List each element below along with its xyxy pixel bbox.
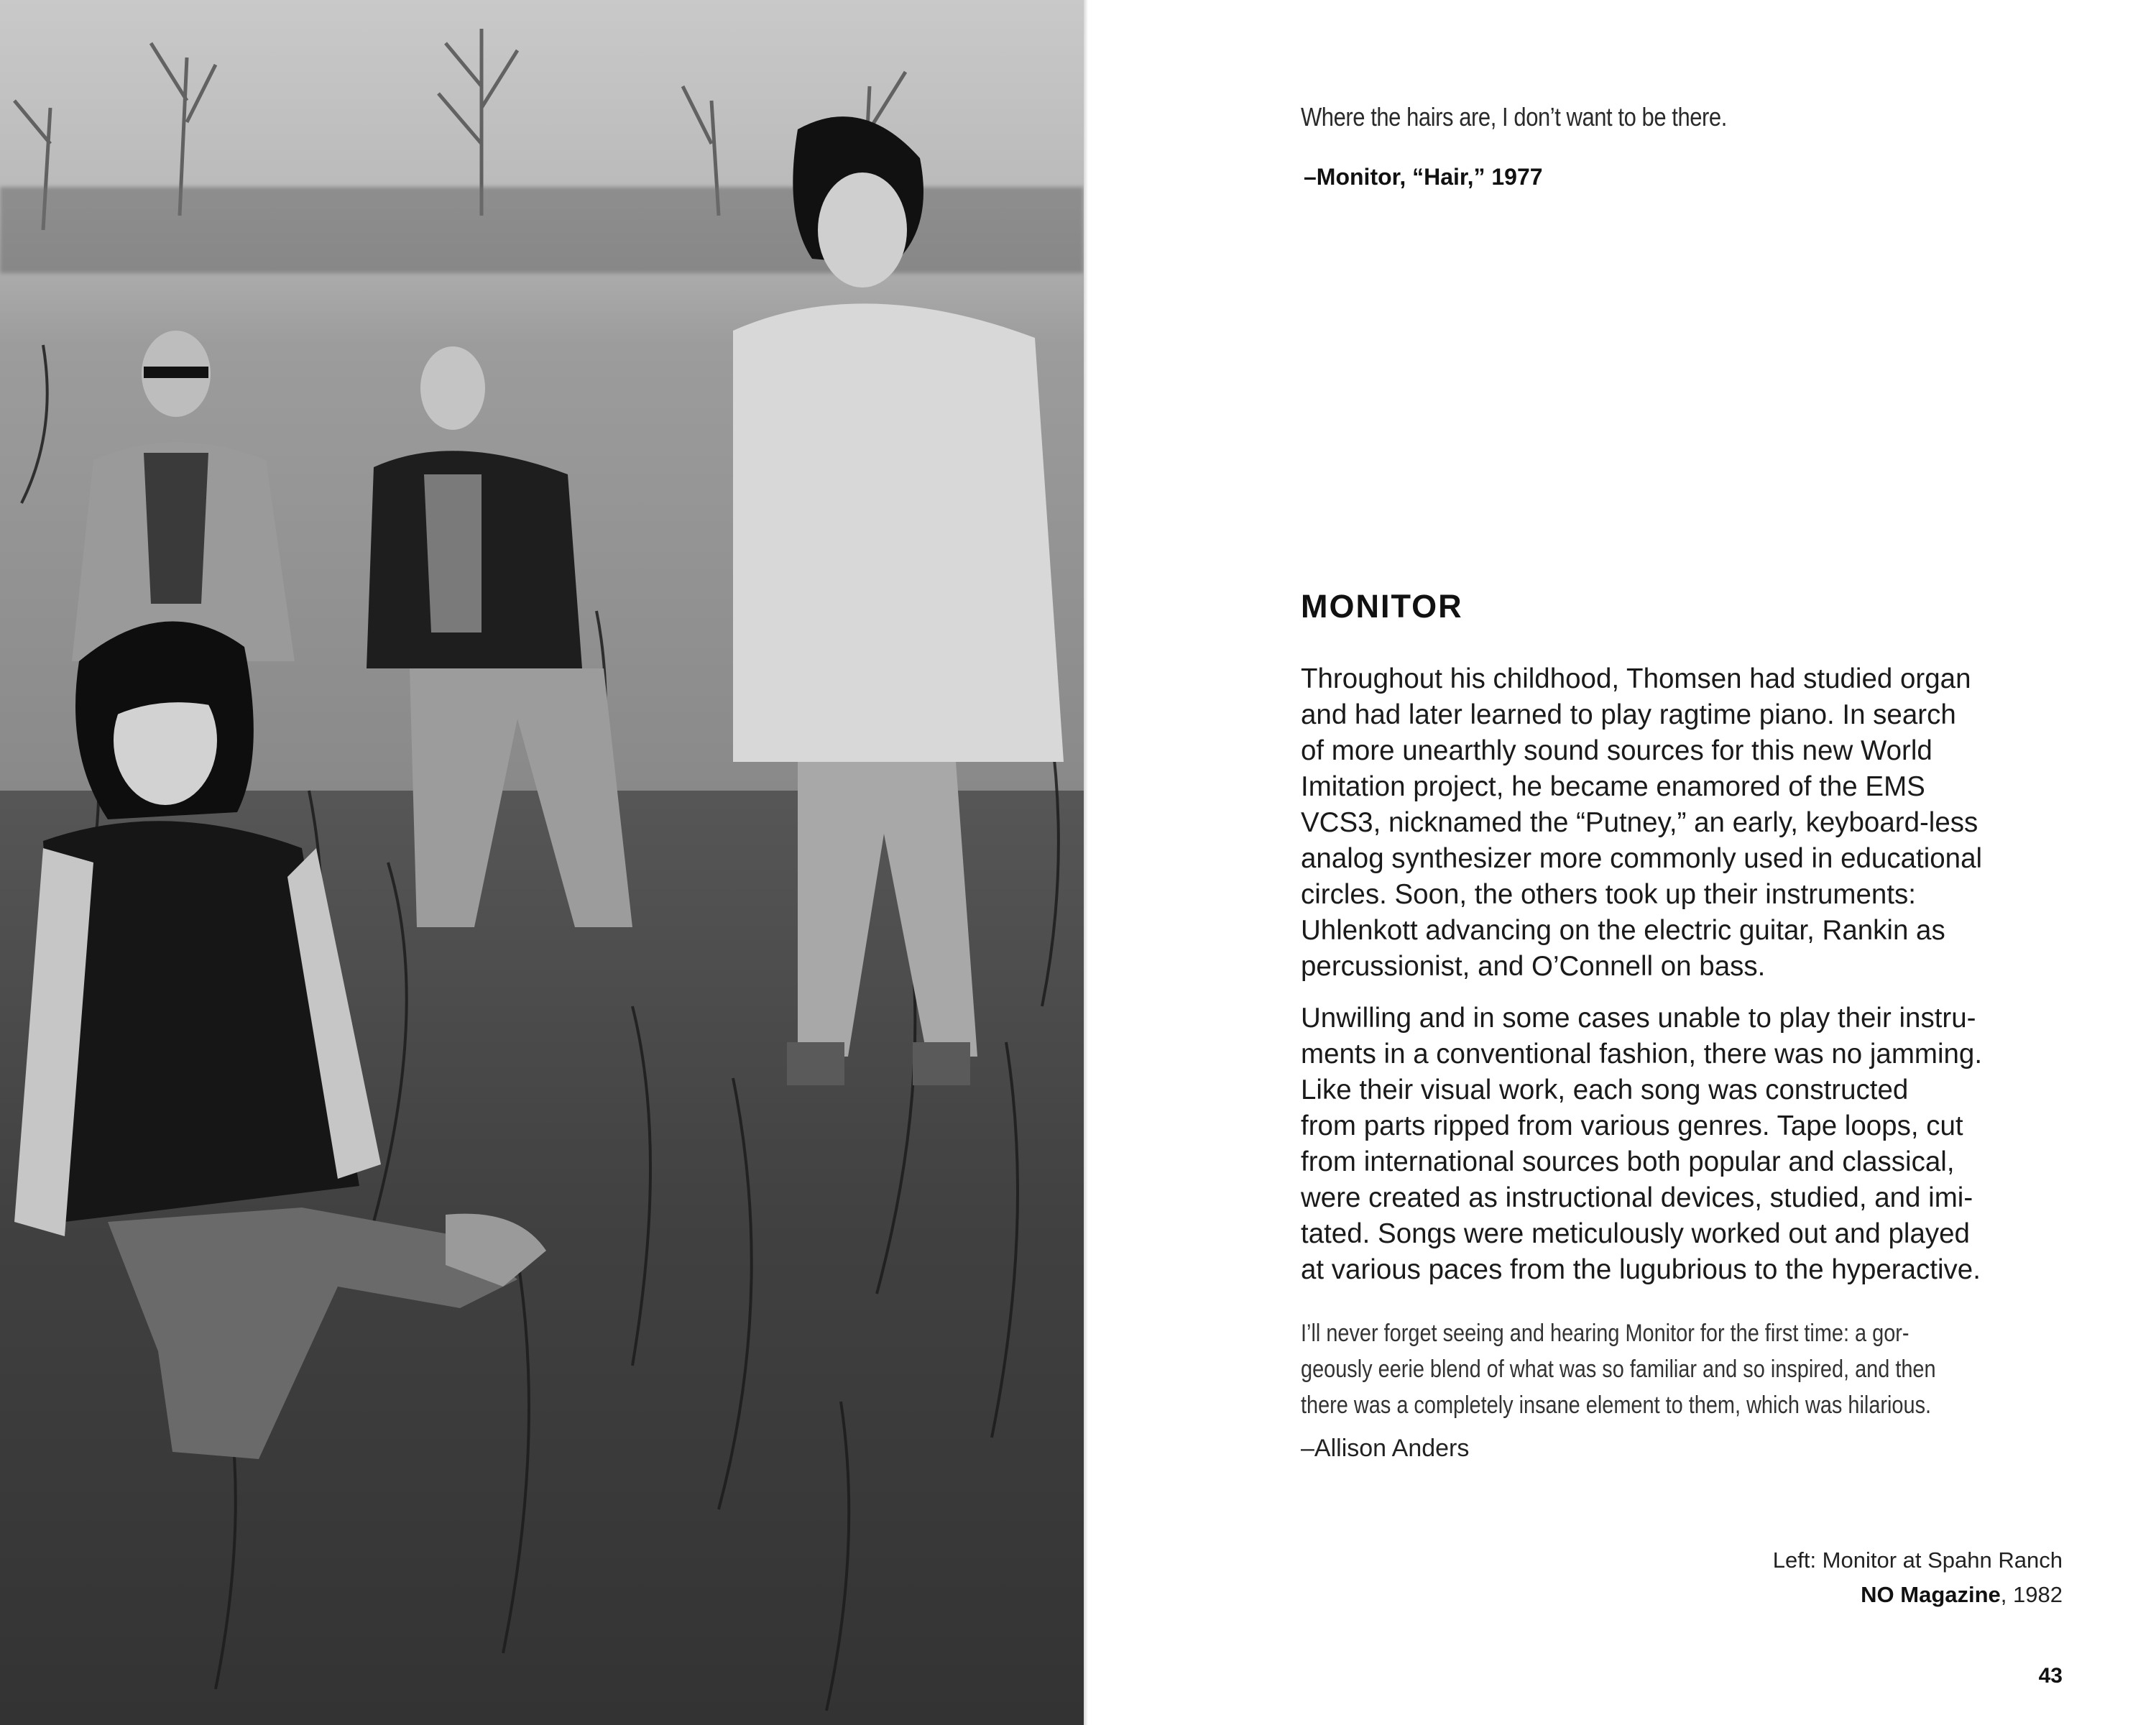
caption-line-1: Left: Monitor at Spahn Ranch bbox=[1772, 1547, 2063, 1573]
paragraph-line: were created as instructional devices, studied, and imi- bbox=[1301, 1182, 1973, 1213]
paragraph-line: from parts ripped from various genres. Tape loops, cut bbox=[1301, 1110, 1963, 1141]
pull-quote bbox=[1301, 1315, 1948, 1423]
paragraph-line: at various paces from the lugubrious to the hyperactive. bbox=[1301, 1254, 1981, 1285]
epigraph-attribution: –Monitor, “Hair,” 1977 bbox=[1304, 164, 1543, 190]
photo-caption bbox=[1560, 1543, 2063, 1612]
caption-publication: NO Magazine bbox=[1861, 1582, 2001, 1607]
paragraph-line: Uhlenkott advancing on the electric guitar, Rankin as bbox=[1301, 915, 1945, 946]
paragraph-2 bbox=[1301, 1000, 2063, 1288]
paragraph-line: VCS3, nicknamed the “Putney,” an early, keyboard-less bbox=[1301, 807, 1978, 838]
pull-quote-attribution: –Allison Anders bbox=[1301, 1435, 1470, 1462]
page-number: 43 bbox=[2038, 1664, 2063, 1688]
paragraph-1 bbox=[1301, 661, 2063, 985]
caption-line-2 bbox=[1560, 1578, 2063, 1612]
paragraph-line: from international sources both popular and classical, bbox=[1301, 1146, 1955, 1177]
paragraph-line: Throughout his childhood, Thomsen had studied organ bbox=[1301, 663, 1971, 694]
section-heading: MONITOR bbox=[1301, 588, 1463, 625]
epigraph-quote: Where the hairs are, I don’t want to be there. bbox=[1301, 102, 1727, 132]
paragraph-line: analog synthesizer more commonly used in educational bbox=[1301, 843, 1983, 874]
pull-quote-line: geously eerie blend of what was so familiar and so inspired, and then bbox=[1301, 1356, 1936, 1383]
page-gutter bbox=[1084, 0, 1088, 1725]
paragraph-line: Imitation project, he became enamored of the EMS bbox=[1301, 771, 1925, 802]
pull-quote-line: I’ll never forget seeing and hearing Monitor for the first time: a gor- bbox=[1301, 1320, 1909, 1347]
paragraph-line: percussionist, and O’Connell on bass. bbox=[1301, 951, 1766, 982]
paragraph-line: circles. Soon, the others took up their instruments: bbox=[1301, 879, 1916, 910]
paragraph-line: Unwilling and in some cases unable to play their instru- bbox=[1301, 1003, 1976, 1034]
paragraph-line: and had later learned to play ragtime piano. In search bbox=[1301, 699, 1956, 730]
paragraph-line: Like their visual work, each song was constructed bbox=[1301, 1075, 1909, 1105]
caption-year: , 1982 bbox=[2000, 1582, 2063, 1607]
paragraph-line: of more unearthly sound sources for this new World bbox=[1301, 735, 1932, 766]
paragraph-line: tated. Songs were meticulously worked out and played bbox=[1301, 1218, 1970, 1249]
text-page bbox=[1301, 0, 2063, 1725]
body-text bbox=[1301, 661, 2063, 1304]
pull-quote-line: there was a completely insane element to them, which was hilarious. bbox=[1301, 1392, 1932, 1419]
paragraph-line: ments in a conventional fashion, there was no jamming. bbox=[1301, 1039, 1983, 1070]
